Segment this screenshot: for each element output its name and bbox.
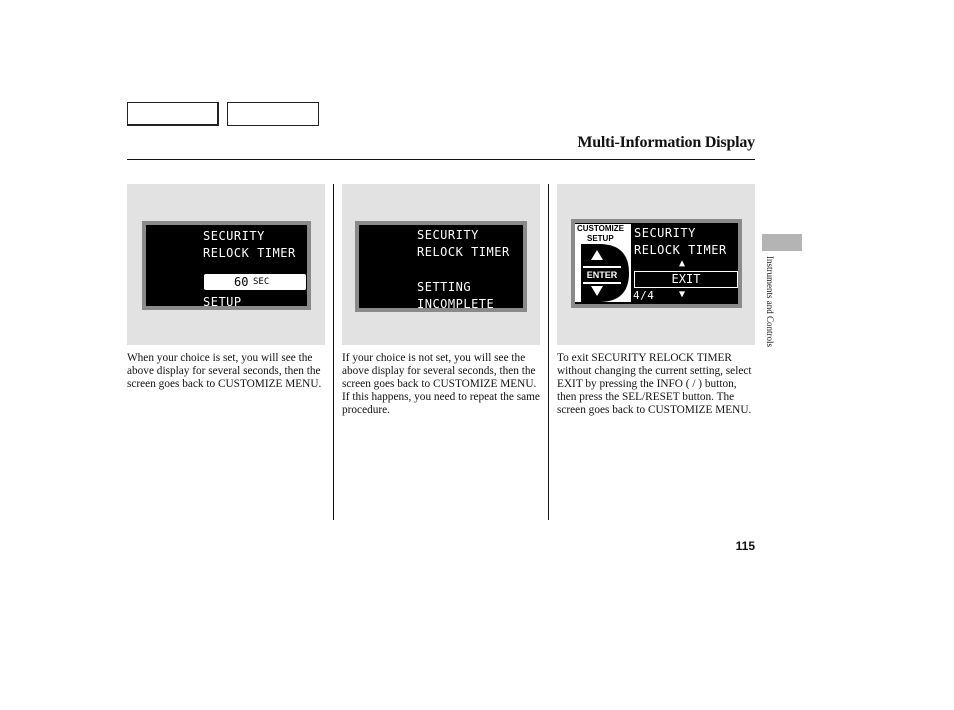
enter-label: ENTER [583, 266, 621, 284]
caption-3: To exit SECURITY RELOCK TIMER without changing the current setting, select EXIT by pressing the INFO ( / ) button, then press the SEL/RESET button. The screen goes back to CUSTOMIZE MENU. [557, 352, 752, 416]
figure-panel-1 [127, 184, 325, 345]
chapter-label-text: Instruments and Controls [765, 256, 775, 347]
page-fraction: 4/4 [633, 289, 655, 302]
lcd-line: INCOMPLETE [417, 297, 495, 311]
column-divider [333, 184, 334, 520]
customize-label: CUSTOMIZE [577, 224, 624, 233]
lcd-line: SECURITY [634, 226, 696, 240]
customize-setup-graphic [575, 224, 631, 302]
lcd-line: SETTING [417, 280, 472, 294]
up-arrow-icon: ▲ [679, 258, 686, 269]
selected-value: 60 [234, 275, 249, 289]
selected-value-box [204, 274, 306, 290]
selected-item: EXIT [671, 272, 701, 286]
lcd-line: SECURITY [417, 228, 479, 242]
column-divider [548, 184, 549, 520]
caption-2: If your choice is not set, you will see the above display for several seconds, then the screen goes back to CUSTOMIZE MENU. If this happens, you need to repeat the same procedure. [342, 352, 540, 416]
lcd-line: RELOCK TIMER [634, 243, 727, 257]
lcd-line: RELOCK TIMER [417, 245, 510, 259]
chapter-label [762, 256, 776, 386]
figure-panel-2 [342, 184, 540, 345]
selected-unit: SEC [253, 277, 270, 287]
setup-label: SETUP [587, 234, 614, 243]
lcd-line: RELOCK TIMER [203, 246, 296, 260]
chapter-tab [762, 234, 802, 251]
caption-1: When your choice is set, you will see the above display for several seconds, then the screen goes back to CUSTOMIZE MENU. [127, 352, 322, 390]
nav-button-index[interactable] [227, 102, 319, 126]
down-arrow-icon: ▼ [679, 289, 686, 300]
lcd-line: SETUP [203, 295, 242, 309]
nav-button-contents[interactable] [127, 102, 219, 126]
lcd-line: SECURITY [203, 229, 265, 243]
lcd-screen-2 [355, 221, 527, 312]
page-number: 115 [735, 539, 755, 553]
page-title: Multi-Information Display [577, 134, 755, 151]
lcd-screen-1 [142, 221, 311, 310]
selected-exit-box [634, 271, 738, 288]
header-rule [127, 159, 755, 160]
